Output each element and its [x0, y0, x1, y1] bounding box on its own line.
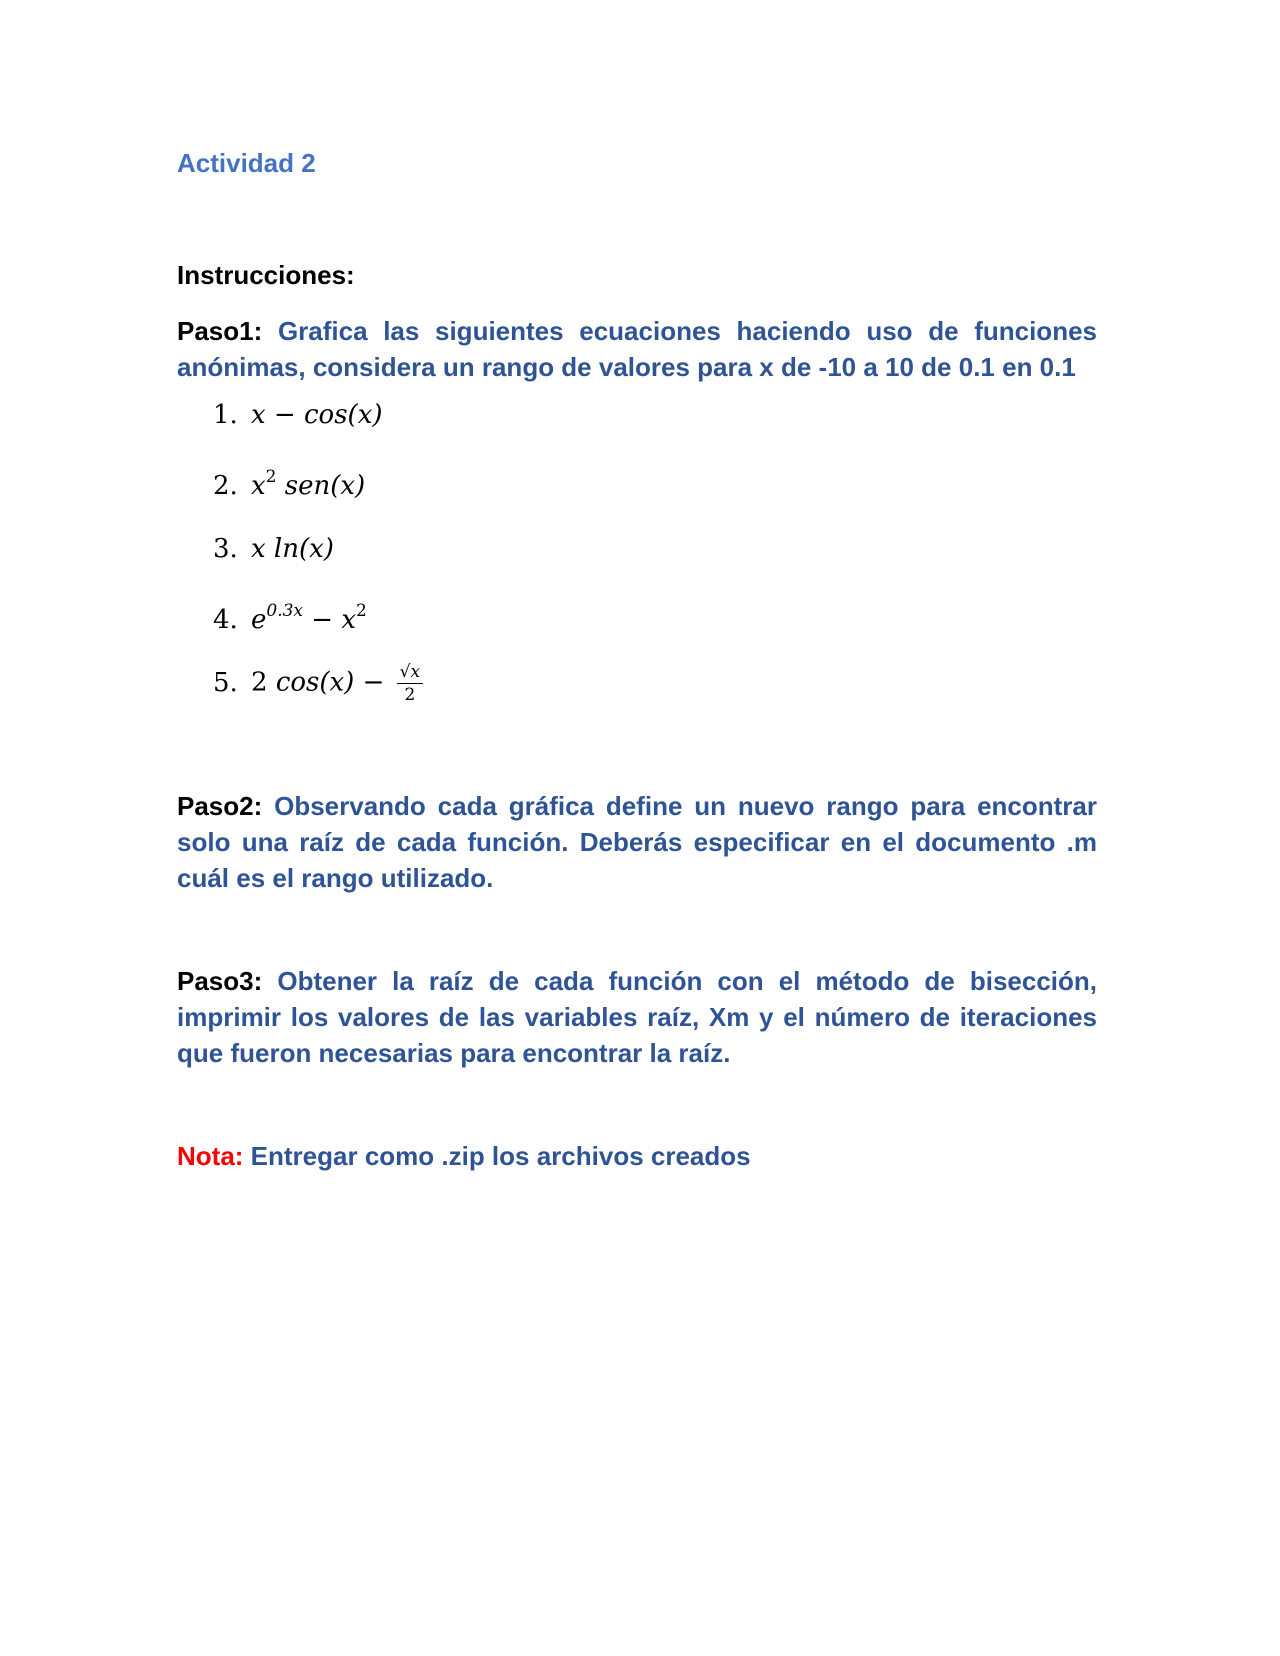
- instructions-heading: Instrucciones:: [177, 260, 355, 290]
- equation-term: e: [251, 605, 267, 635]
- equation-operator: −: [354, 667, 393, 698]
- paso1-label: Paso1:: [177, 316, 263, 346]
- equation-item-4: [213, 601, 367, 635]
- equation-term: 2: [251, 667, 276, 698]
- nota-paragraph: [177, 1138, 1097, 1174]
- equation-item-3: [213, 534, 334, 564]
- equation-term: x: [251, 471, 266, 501]
- equation-term: x: [341, 605, 357, 635]
- equation-number: 1.: [213, 400, 238, 430]
- equation-number: 5.: [213, 667, 238, 698]
- equation-number: 2.: [213, 471, 238, 501]
- equation-operator: −: [265, 400, 304, 430]
- equation-fraction: [397, 662, 423, 705]
- equation-term: x: [251, 400, 266, 430]
- equation-exponent: 2: [265, 467, 277, 487]
- fraction-denominator: 2: [404, 685, 416, 705]
- equation-term: cos(x): [275, 667, 355, 698]
- page-title: Actividad 2: [177, 148, 316, 178]
- equation-term: cos(x): [304, 400, 383, 430]
- equation-item-1: [213, 400, 383, 430]
- equation-number: 4.: [213, 605, 238, 635]
- paso2-label: Paso2:: [177, 791, 263, 821]
- paso3-paragraph: [177, 963, 1097, 1071]
- paso3-text: Obtener la raíz de cada función con el método de bisección, imprimir los valores de las variables raíz, Xm y el número de iteraciones que fueron necesarias para encontrar la raíz.: [177, 966, 1097, 1068]
- paso2-text: Observando cada gráfica define un nuevo rango para encontrar solo una raíz de cada función. Deberás especificar en el documento .m cuál es el rango utilizado.: [177, 791, 1097, 893]
- equation-item-2: [213, 467, 365, 501]
- equation-exponent: 2: [356, 601, 367, 621]
- paso1-paragraph: [177, 313, 1097, 385]
- paso2-paragraph: [177, 788, 1097, 896]
- nota-label: Nota:: [177, 1141, 244, 1171]
- equation-term: sen(x): [276, 471, 366, 501]
- fraction-numerator: √x: [397, 662, 423, 684]
- nota-text: Entregar como .zip los archivos creados: [250, 1141, 751, 1171]
- paso1-text: Grafica las siguientes ecuaciones haciendo uso de funciones anónimas, considera un rango de valores para x de -10 a 10 de 0.1 en 0.1: [177, 316, 1097, 382]
- equation-item-5: [213, 662, 423, 705]
- equation-number: 3.: [213, 534, 238, 564]
- paso3-label: Paso3:: [177, 966, 263, 996]
- equation-exponent: 0.3x: [266, 601, 304, 621]
- equation-term: x ln(x): [251, 534, 334, 564]
- equation-operator: −: [303, 605, 342, 635]
